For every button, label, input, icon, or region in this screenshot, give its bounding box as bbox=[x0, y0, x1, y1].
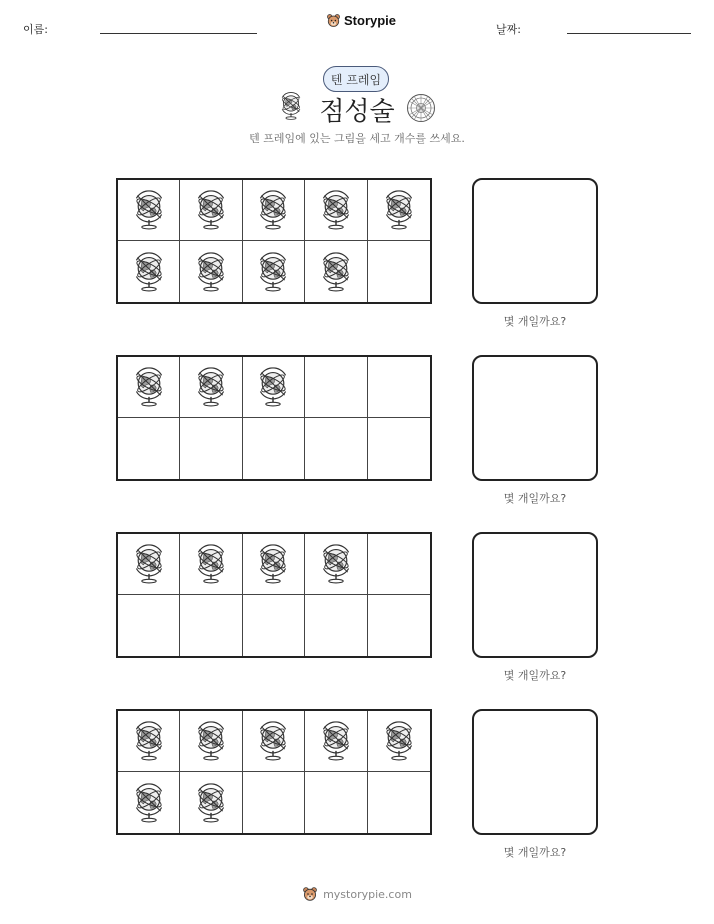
page-title: 점성술 bbox=[319, 97, 395, 127]
count-question-1: 몇 개일까요? bbox=[503, 315, 567, 328]
ten-frame-2 bbox=[116, 355, 432, 481]
frame-cell bbox=[243, 357, 305, 418]
frame-cell bbox=[180, 180, 242, 241]
armillary-globe-icon bbox=[381, 719, 417, 763]
armillary-globe-icon bbox=[131, 188, 167, 232]
frame-cell bbox=[368, 241, 430, 302]
frame-cell bbox=[305, 418, 367, 479]
frame-cell bbox=[118, 418, 180, 479]
answer-box-4[interactable] bbox=[472, 709, 598, 835]
answer-box-2[interactable] bbox=[472, 355, 598, 481]
name-label: 이름: bbox=[23, 23, 48, 36]
frame-cell bbox=[118, 534, 180, 595]
frame-cell bbox=[368, 418, 430, 479]
frame-cell bbox=[180, 357, 242, 418]
frame-cell bbox=[243, 418, 305, 479]
frame-cell bbox=[368, 711, 430, 772]
answer-box-3[interactable] bbox=[472, 532, 598, 658]
name-line[interactable] bbox=[100, 33, 257, 34]
ten-frame-1 bbox=[116, 178, 432, 304]
armillary-globe-icon bbox=[193, 250, 229, 294]
brand-name: Storypie bbox=[344, 13, 397, 28]
frame-cell bbox=[118, 357, 180, 418]
bear-mascot-icon bbox=[326, 13, 341, 28]
armillary-globe-icon bbox=[131, 365, 167, 409]
armillary-globe-icon bbox=[131, 719, 167, 763]
armillary-globe-icon bbox=[193, 542, 229, 586]
frame-cell bbox=[368, 357, 430, 418]
bear-mascot-icon bbox=[302, 886, 318, 902]
frame-cell bbox=[180, 595, 242, 656]
armillary-globe-icon bbox=[255, 250, 291, 294]
frame-cell bbox=[180, 418, 242, 479]
frame-cell bbox=[368, 595, 430, 656]
zodiac-wheel-icon bbox=[406, 93, 436, 123]
frame-cell bbox=[305, 595, 367, 656]
frame-cell bbox=[118, 180, 180, 241]
date-label: 날짜: bbox=[496, 23, 521, 36]
frame-cell bbox=[243, 241, 305, 302]
frame-cell bbox=[180, 241, 242, 302]
ten-frame-4 bbox=[116, 709, 432, 835]
armillary-globe-icon bbox=[318, 250, 354, 294]
armillary-globe-icon bbox=[255, 719, 291, 763]
frame-cell bbox=[368, 772, 430, 833]
armillary-globe-icon bbox=[193, 781, 229, 825]
date-line[interactable] bbox=[567, 33, 691, 34]
frame-cell bbox=[305, 711, 367, 772]
frame-cell bbox=[180, 534, 242, 595]
armillary-globe-icon bbox=[193, 365, 229, 409]
frame-cell bbox=[305, 534, 367, 595]
frame-cell bbox=[118, 595, 180, 656]
armillary-globe-icon bbox=[318, 188, 354, 232]
brand-logo bbox=[326, 13, 396, 28]
frame-cell bbox=[118, 711, 180, 772]
frame-cell bbox=[243, 711, 305, 772]
frame-cell bbox=[368, 534, 430, 595]
armillary-globe-icon bbox=[255, 542, 291, 586]
frame-cell bbox=[368, 180, 430, 241]
frame-cell bbox=[180, 711, 242, 772]
armillary-globe-icon bbox=[131, 542, 167, 586]
armillary-globe-icon bbox=[381, 188, 417, 232]
frame-cell bbox=[180, 772, 242, 833]
answer-box-1[interactable] bbox=[472, 178, 598, 304]
frame-cell bbox=[243, 595, 305, 656]
armillary-globe-icon bbox=[318, 719, 354, 763]
armillary-globe-icon bbox=[255, 365, 291, 409]
armillary-globe-icon bbox=[318, 542, 354, 586]
frame-cell bbox=[305, 357, 367, 418]
count-question-2: 몇 개일까요? bbox=[503, 492, 567, 505]
frame-cell bbox=[305, 772, 367, 833]
armillary-globe-icon bbox=[131, 781, 167, 825]
count-question-4: 몇 개일까요? bbox=[503, 846, 567, 859]
count-question-3: 몇 개일까요? bbox=[503, 669, 567, 682]
frame-cell bbox=[243, 534, 305, 595]
armillary-globe-icon bbox=[193, 719, 229, 763]
ten-frame-3 bbox=[116, 532, 432, 658]
frame-cell bbox=[243, 180, 305, 241]
armillary-globe-icon bbox=[255, 188, 291, 232]
frame-cell bbox=[118, 772, 180, 833]
footer bbox=[0, 886, 714, 902]
frame-cell bbox=[118, 241, 180, 302]
armillary-globe-icon bbox=[131, 250, 167, 294]
category-tag: 텐 프레임 bbox=[323, 66, 389, 92]
instructions: 텐 프레임에 있는 그림을 세고 개수를 쓰세요. bbox=[249, 132, 465, 145]
footer-site: mystorypie.com bbox=[323, 887, 412, 901]
armillary-globe-icon bbox=[193, 188, 229, 232]
frame-cell bbox=[305, 241, 367, 302]
frame-cell bbox=[305, 180, 367, 241]
frame-cell bbox=[243, 772, 305, 833]
